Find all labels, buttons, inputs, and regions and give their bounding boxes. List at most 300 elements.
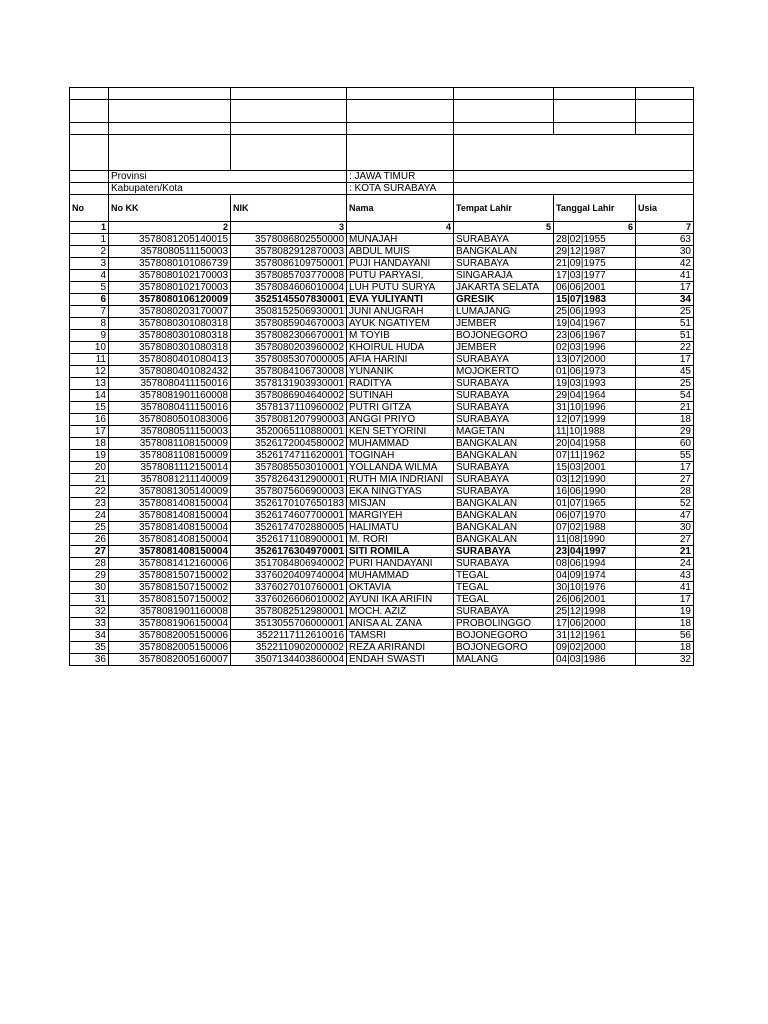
- cell-usia: 43: [636, 570, 694, 582]
- cell-no-kk: 3578081408150004: [109, 534, 231, 546]
- cell-tanggal-lahir: 11|08|1990: [554, 534, 636, 546]
- cell-tempat-lahir: SINGARAJA: [454, 270, 554, 282]
- cell-nik: 3376020409740004: [231, 570, 347, 582]
- cell: [554, 100, 636, 123]
- cell-tempat-lahir: JEMBER: [454, 342, 554, 354]
- cell-nik: 3578085703770008: [231, 270, 347, 282]
- cell-no-kk: 3578081108150009: [109, 450, 231, 462]
- header-nama: Nama: [347, 195, 454, 222]
- cell-no: 6: [70, 294, 109, 306]
- cell-tempat-lahir: BANGKALAN: [454, 522, 554, 534]
- cell-no: 25: [70, 522, 109, 534]
- cell-nik: 3578085307000005: [231, 354, 347, 366]
- cell-nik: 3578080203960002: [231, 342, 347, 354]
- cell-no-kk: 3578080301080318: [109, 330, 231, 342]
- cell: [70, 100, 109, 123]
- cell-tanggal-lahir: 07|02|1988: [554, 522, 636, 534]
- cell-no: 34: [70, 630, 109, 642]
- cell-no: 5: [70, 282, 109, 294]
- cell-no: 2: [70, 246, 109, 258]
- cell-usia: 27: [636, 534, 694, 546]
- cell: [109, 135, 231, 171]
- cell-nik: 3526174607700001: [231, 510, 347, 522]
- cell-tempat-lahir: SURABAYA: [454, 234, 554, 246]
- cell-no-kk: 3578081412160006: [109, 558, 231, 570]
- cell-nama: REZA ARIRANDI: [347, 642, 454, 654]
- cell-tanggal-lahir: 01|07|1965: [554, 498, 636, 510]
- cell-tanggal-lahir: 07|11|1962: [554, 450, 636, 462]
- cell-tanggal-lahir: 29|12|1987: [554, 246, 636, 258]
- cell-tanggal-lahir: 15|07|1983: [554, 294, 636, 306]
- cell: [454, 171, 694, 183]
- cell-tempat-lahir: TEGAL: [454, 582, 554, 594]
- provinsi-row: [70, 171, 694, 183]
- cell-nik: 3507134403860004: [231, 654, 347, 666]
- cell-usia: 21: [636, 402, 694, 414]
- cell-tanggal-lahir: 23|06|1967: [554, 330, 636, 342]
- cell-no: 18: [70, 438, 109, 450]
- cell: [70, 183, 109, 195]
- cell-tanggal-lahir: 13|07|2000: [554, 354, 636, 366]
- column-number: 6: [554, 222, 636, 234]
- cell-no-kk: 3578080401082432: [109, 366, 231, 378]
- cell-nama: ANGGI PRIYO: [347, 414, 454, 426]
- cell-tempat-lahir: SURABAYA: [454, 402, 554, 414]
- column-number: 2: [109, 222, 231, 234]
- cell-tanggal-lahir: 29|04|1964: [554, 390, 636, 402]
- cell-tempat-lahir: SURABAYA: [454, 414, 554, 426]
- cell-no: 23: [70, 498, 109, 510]
- cell-tempat-lahir: PROBOLINGGO: [454, 618, 554, 630]
- cell-tanggal-lahir: 16|06|1990: [554, 486, 636, 498]
- cell-usia: 41: [636, 582, 694, 594]
- cell-tanggal-lahir: 04|03|1986: [554, 654, 636, 666]
- cell-no-kk: 3578081507150002: [109, 582, 231, 594]
- cell-no-kk: 3578081408150004: [109, 510, 231, 522]
- table-row: [70, 510, 694, 522]
- cell-no: 27: [70, 546, 109, 558]
- header-no: No: [70, 195, 109, 222]
- cell-usia: 54: [636, 390, 694, 402]
- table-row: [70, 438, 694, 450]
- cell-tanggal-lahir: 03|12|1990: [554, 474, 636, 486]
- cell-nik: 3578075606900003: [231, 486, 347, 498]
- cell-nama: PUJI HANDAYANI: [347, 258, 454, 270]
- table-row: [70, 582, 694, 594]
- cell-tempat-lahir: GRESIK: [454, 294, 554, 306]
- cell-no-kk: 3578080102170003: [109, 282, 231, 294]
- cell-no-kk: 3578081507150002: [109, 594, 231, 606]
- column-number: 3: [231, 222, 347, 234]
- cell-nama: SUTINAH: [347, 390, 454, 402]
- cell-nama: ABDUL MUIS: [347, 246, 454, 258]
- cell: [70, 135, 109, 171]
- cell-nama: TOGINAH: [347, 450, 454, 462]
- cell-no: 36: [70, 654, 109, 666]
- cell-tempat-lahir: BANGKALAN: [454, 534, 554, 546]
- cell-tanggal-lahir: 02|03|1996: [554, 342, 636, 354]
- cell-tanggal-lahir: 01|06|1973: [554, 366, 636, 378]
- cell-nama: RUTH MIA INDRIANI: [347, 474, 454, 486]
- table-row: [70, 534, 694, 546]
- cell-no: 8: [70, 318, 109, 330]
- cell-nik: 3522110902000002: [231, 642, 347, 654]
- cell-nama: AYUNI IKA ARIFIN: [347, 594, 454, 606]
- cell-usia: 56: [636, 630, 694, 642]
- cell-tanggal-lahir: 19|03|1993: [554, 378, 636, 390]
- cell: [231, 100, 347, 123]
- cell-tempat-lahir: MOJOKERTO: [454, 366, 554, 378]
- cell-usia: 47: [636, 510, 694, 522]
- cell: [231, 135, 347, 171]
- data-table: [69, 87, 694, 666]
- cell-nama: EKA NINGTYAS: [347, 486, 454, 498]
- kota-value: : KOTA SURABAYA: [347, 183, 454, 195]
- cell-usia: 17: [636, 594, 694, 606]
- cell-nik: 3578086109750001: [231, 258, 347, 270]
- cell-no-kk: 3578080301080318: [109, 342, 231, 354]
- cell-nama: ENDAH SWASTI: [347, 654, 454, 666]
- table-row: [70, 642, 694, 654]
- cell-nama: YOLLANDA WILMA: [347, 462, 454, 474]
- cell-nama: HALIMATU: [347, 522, 454, 534]
- cell-tanggal-lahir: 17|03|1977: [554, 270, 636, 282]
- cell: [109, 123, 231, 135]
- table-row: [70, 546, 694, 558]
- cell-tempat-lahir: TEGAL: [454, 570, 554, 582]
- cell-no: 28: [70, 558, 109, 570]
- table-row: [70, 594, 694, 606]
- cell-no: 33: [70, 618, 109, 630]
- cell-nama: AYUK NGATIYEM: [347, 318, 454, 330]
- cell-no-kk: 3578080203170007: [109, 306, 231, 318]
- cell-usia: 63: [636, 234, 694, 246]
- cell-tempat-lahir: BANGKALAN: [454, 498, 554, 510]
- cell-tanggal-lahir: 28|02|1955: [554, 234, 636, 246]
- cell-tanggal-lahir: 08|06|1994: [554, 558, 636, 570]
- cell-nik: 3526170107650183: [231, 498, 347, 510]
- cell-no-kk: 3578082005160007: [109, 654, 231, 666]
- cell: [70, 88, 109, 100]
- cell-no-kk: 3578081408150004: [109, 498, 231, 510]
- table-row: [70, 450, 694, 462]
- cell-tanggal-lahir: 15|03|2001: [554, 462, 636, 474]
- cell-nik: 3520065110880001: [231, 426, 347, 438]
- cell-tanggal-lahir: 23|04|1997: [554, 546, 636, 558]
- cell-tanggal-lahir: 25|12|1998: [554, 606, 636, 618]
- cell-no-kk: 3578081305140009: [109, 486, 231, 498]
- cell-nik: 3578082912870003: [231, 246, 347, 258]
- cell-usia: 28: [636, 486, 694, 498]
- cell-tanggal-lahir: 19|04|1967: [554, 318, 636, 330]
- cell-nama: M TOYIB: [347, 330, 454, 342]
- cell: [454, 100, 554, 123]
- cell: [636, 100, 694, 123]
- cell-tanggal-lahir: 26|06|2001: [554, 594, 636, 606]
- cell: [109, 100, 231, 123]
- cell-usia: 30: [636, 246, 694, 258]
- cell-usia: 29: [636, 426, 694, 438]
- cell-nik: 3376027010760001: [231, 582, 347, 594]
- cell-nama: KEN SETYORINI: [347, 426, 454, 438]
- cell-usia: 21: [636, 546, 694, 558]
- cell-usia: 17: [636, 354, 694, 366]
- cell-no: 11: [70, 354, 109, 366]
- table-row: [70, 426, 694, 438]
- cell-no-kk: 3578080106120009: [109, 294, 231, 306]
- cell-nik: 3526174702880005: [231, 522, 347, 534]
- cell-no: 20: [70, 462, 109, 474]
- cell-tanggal-lahir: 25|06|1993: [554, 306, 636, 318]
- blank-row: [70, 100, 694, 123]
- blank-row: [70, 123, 694, 135]
- cell: [231, 123, 347, 135]
- cell-no-kk: 3578080411150016: [109, 402, 231, 414]
- cell-tempat-lahir: BANGKALAN: [454, 450, 554, 462]
- cell: [347, 100, 454, 123]
- cell-tempat-lahir: BOJONEGORO: [454, 330, 554, 342]
- cell-tempat-lahir: SURABAYA: [454, 462, 554, 474]
- cell-tanggal-lahir: 04|09|1974: [554, 570, 636, 582]
- cell: [454, 135, 694, 171]
- cell-tanggal-lahir: 17|06|2000: [554, 618, 636, 630]
- cell-no: 35: [70, 642, 109, 654]
- table-row: [70, 330, 694, 342]
- cell-usia: 24: [636, 558, 694, 570]
- cell-tanggal-lahir: 11|10|1988: [554, 426, 636, 438]
- table-row: [70, 318, 694, 330]
- cell-nama: JUNI ANUGRAH: [347, 306, 454, 318]
- cell: [347, 123, 454, 135]
- cell-tempat-lahir: MAGETAN: [454, 426, 554, 438]
- column-number: 1: [70, 222, 109, 234]
- cell-tempat-lahir: SURABAYA: [454, 390, 554, 402]
- column-number-row: [70, 222, 694, 234]
- provinsi-value: : JAWA TIMUR: [347, 171, 454, 183]
- cell: [109, 88, 231, 100]
- cell-nik: 3578081207990003: [231, 414, 347, 426]
- cell-nama: PUTU PARYASI,: [347, 270, 454, 282]
- cell-no: 14: [70, 390, 109, 402]
- cell-tempat-lahir: JAKARTA SELATA: [454, 282, 554, 294]
- cell-no: 10: [70, 342, 109, 354]
- table-row: [70, 390, 694, 402]
- cell-nama: AFIA HARINI: [347, 354, 454, 366]
- table-row: [70, 354, 694, 366]
- provinsi-label: Provinsi: [109, 171, 347, 183]
- cell-usia: 34: [636, 294, 694, 306]
- cell-tempat-lahir: LUMAJANG: [454, 306, 554, 318]
- cell-usia: 32: [636, 654, 694, 666]
- cell-tanggal-lahir: 12|07|1999: [554, 414, 636, 426]
- cell-no: 21: [70, 474, 109, 486]
- cell-tempat-lahir: SURABAYA: [454, 258, 554, 270]
- cell-no: 19: [70, 450, 109, 462]
- table-row: [70, 606, 694, 618]
- cell-no-kk: 3578080101086739: [109, 258, 231, 270]
- cell-usia: 51: [636, 330, 694, 342]
- cell: [454, 123, 554, 135]
- cell: [636, 88, 694, 100]
- cell-usia: 60: [636, 438, 694, 450]
- cell: [454, 88, 554, 100]
- cell-nama: PURI HANDAYANI: [347, 558, 454, 570]
- cell-no: 22: [70, 486, 109, 498]
- cell-usia: 55: [636, 450, 694, 462]
- cell-no-kk: 3578081205140015: [109, 234, 231, 246]
- cell-no: 17: [70, 426, 109, 438]
- cell-no-kk: 3578080301080318: [109, 318, 231, 330]
- cell-usia: 42: [636, 258, 694, 270]
- cell-tanggal-lahir: 30|10|1976: [554, 582, 636, 594]
- cell-nik: 3578084106730008: [231, 366, 347, 378]
- cell-nama: M. RORI: [347, 534, 454, 546]
- table-row: [70, 258, 694, 270]
- table-row: [70, 282, 694, 294]
- cell-nama: MUHAMMAD: [347, 570, 454, 582]
- table-row: [70, 342, 694, 354]
- cell-nik: 3578131903930001: [231, 378, 347, 390]
- column-number: 7: [636, 222, 694, 234]
- cell: [70, 123, 109, 135]
- cell-tanggal-lahir: 31|12|1961: [554, 630, 636, 642]
- cell-nik: 3578264312900001: [231, 474, 347, 486]
- cell-no-kk: 3578080511150003: [109, 426, 231, 438]
- column-number: 5: [454, 222, 554, 234]
- table-row: [70, 366, 694, 378]
- cell-usia: 30: [636, 522, 694, 534]
- cell: [347, 88, 454, 100]
- cell-no: 15: [70, 402, 109, 414]
- cell-tempat-lahir: SURABAYA: [454, 486, 554, 498]
- table-row: [70, 414, 694, 426]
- cell-no-kk: 3578081211140009: [109, 474, 231, 486]
- header-no-kk: No KK: [109, 195, 231, 222]
- cell-no-kk: 3578080401080413: [109, 354, 231, 366]
- cell-nik: 3578084606010004: [231, 282, 347, 294]
- cell-no-kk: 3578080411150016: [109, 378, 231, 390]
- table-row: [70, 522, 694, 534]
- cell-nama: LUH PUTU SURYA: [347, 282, 454, 294]
- cell-no-kk: 3578081507150002: [109, 570, 231, 582]
- cell-usia: 19: [636, 606, 694, 618]
- cell-tempat-lahir: BOJONEGORO: [454, 642, 554, 654]
- cell-no-kk: 3578080511150003: [109, 246, 231, 258]
- cell-nik: 3578085904670003: [231, 318, 347, 330]
- table-row: [70, 474, 694, 486]
- cell-tempat-lahir: BOJONEGORO: [454, 630, 554, 642]
- cell-tempat-lahir: MALANG: [454, 654, 554, 666]
- cell: [231, 88, 347, 100]
- cell-nama: OKTAVIA: [347, 582, 454, 594]
- kota-row: [70, 183, 694, 195]
- cell-no-kk: 3578081112150014: [109, 462, 231, 474]
- cell-tanggal-lahir: 09|02|2000: [554, 642, 636, 654]
- kota-label: Kabupaten/Kota: [109, 183, 347, 195]
- cell-no-kk: 3578081906150004: [109, 618, 231, 630]
- cell-no-kk: 3578080501083006: [109, 414, 231, 426]
- cell-usia: 45: [636, 366, 694, 378]
- header-tanggal-lahir: Tanggal Lahir: [554, 195, 636, 222]
- cell-no: 24: [70, 510, 109, 522]
- cell-tanggal-lahir: 21|09|1975: [554, 258, 636, 270]
- cell: [554, 88, 636, 100]
- cell-no: 30: [70, 582, 109, 594]
- cell: [554, 123, 636, 135]
- cell-nik: 3513055706000001: [231, 618, 347, 630]
- cell-nama: MARGIYEH: [347, 510, 454, 522]
- table-row: [70, 462, 694, 474]
- cell-tempat-lahir: SURABAYA: [454, 546, 554, 558]
- cell-nik: 3526174711620001: [231, 450, 347, 462]
- column-number: 4: [347, 222, 454, 234]
- table-row: [70, 306, 694, 318]
- cell-nama: EVA YULIYANTI: [347, 294, 454, 306]
- table-row: [70, 486, 694, 498]
- cell-no: 7: [70, 306, 109, 318]
- cell-no-kk: 3578081408150004: [109, 522, 231, 534]
- cell-nik: 3517084806940002: [231, 558, 347, 570]
- cell-usia: 25: [636, 306, 694, 318]
- cell-no: 13: [70, 378, 109, 390]
- cell-nik: 3526171108900001: [231, 534, 347, 546]
- cell-no-kk: 3578082005150006: [109, 642, 231, 654]
- table-row: [70, 654, 694, 666]
- cell-no: 4: [70, 270, 109, 282]
- cell-tanggal-lahir: 06|06|2001: [554, 282, 636, 294]
- cell-nik: 3578086802550000: [231, 234, 347, 246]
- cell-tempat-lahir: JEMBER: [454, 318, 554, 330]
- cell-nik: 3376026606010002: [231, 594, 347, 606]
- header-tempat-lahir: Tempat Lahir: [454, 195, 554, 222]
- cell-usia: 22: [636, 342, 694, 354]
- cell-tempat-lahir: BANGKALAN: [454, 510, 554, 522]
- cell-no: 9: [70, 330, 109, 342]
- cell-nama: TAMSRI: [347, 630, 454, 642]
- cell-usia: 25: [636, 378, 694, 390]
- cell-tempat-lahir: SURABAYA: [454, 474, 554, 486]
- table-row: [70, 246, 694, 258]
- cell-tempat-lahir: SURABAYA: [454, 354, 554, 366]
- table-row: [70, 234, 694, 246]
- cell: [454, 183, 694, 195]
- cell-no: 3: [70, 258, 109, 270]
- cell-tempat-lahir: BANGKALAN: [454, 438, 554, 450]
- cell: [347, 135, 454, 171]
- cell-nama: MUNAJAH: [347, 234, 454, 246]
- cell-no: 16: [70, 414, 109, 426]
- cell-no: 29: [70, 570, 109, 582]
- cell-tempat-lahir: SURABAYA: [454, 606, 554, 618]
- header-nik: NIK: [231, 195, 347, 222]
- cell-no-kk: 3578080102170003: [109, 270, 231, 282]
- cell: [636, 123, 694, 135]
- cell-usia: 51: [636, 318, 694, 330]
- cell-no: 32: [70, 606, 109, 618]
- cell-usia: 52: [636, 498, 694, 510]
- cell-tempat-lahir: TEGAL: [454, 594, 554, 606]
- cell-nama: MISJAN: [347, 498, 454, 510]
- table-row: [70, 618, 694, 630]
- cell-tanggal-lahir: 06|07|1970: [554, 510, 636, 522]
- cell-no-kk: 3578082005150006: [109, 630, 231, 642]
- cell-tanggal-lahir: 31|10|1996: [554, 402, 636, 414]
- table-row: [70, 498, 694, 510]
- table-row: [70, 294, 694, 306]
- cell-nama: PUTRI GITZA: [347, 402, 454, 414]
- blank-row-tall: [70, 135, 694, 171]
- cell-nama: RADITYA: [347, 378, 454, 390]
